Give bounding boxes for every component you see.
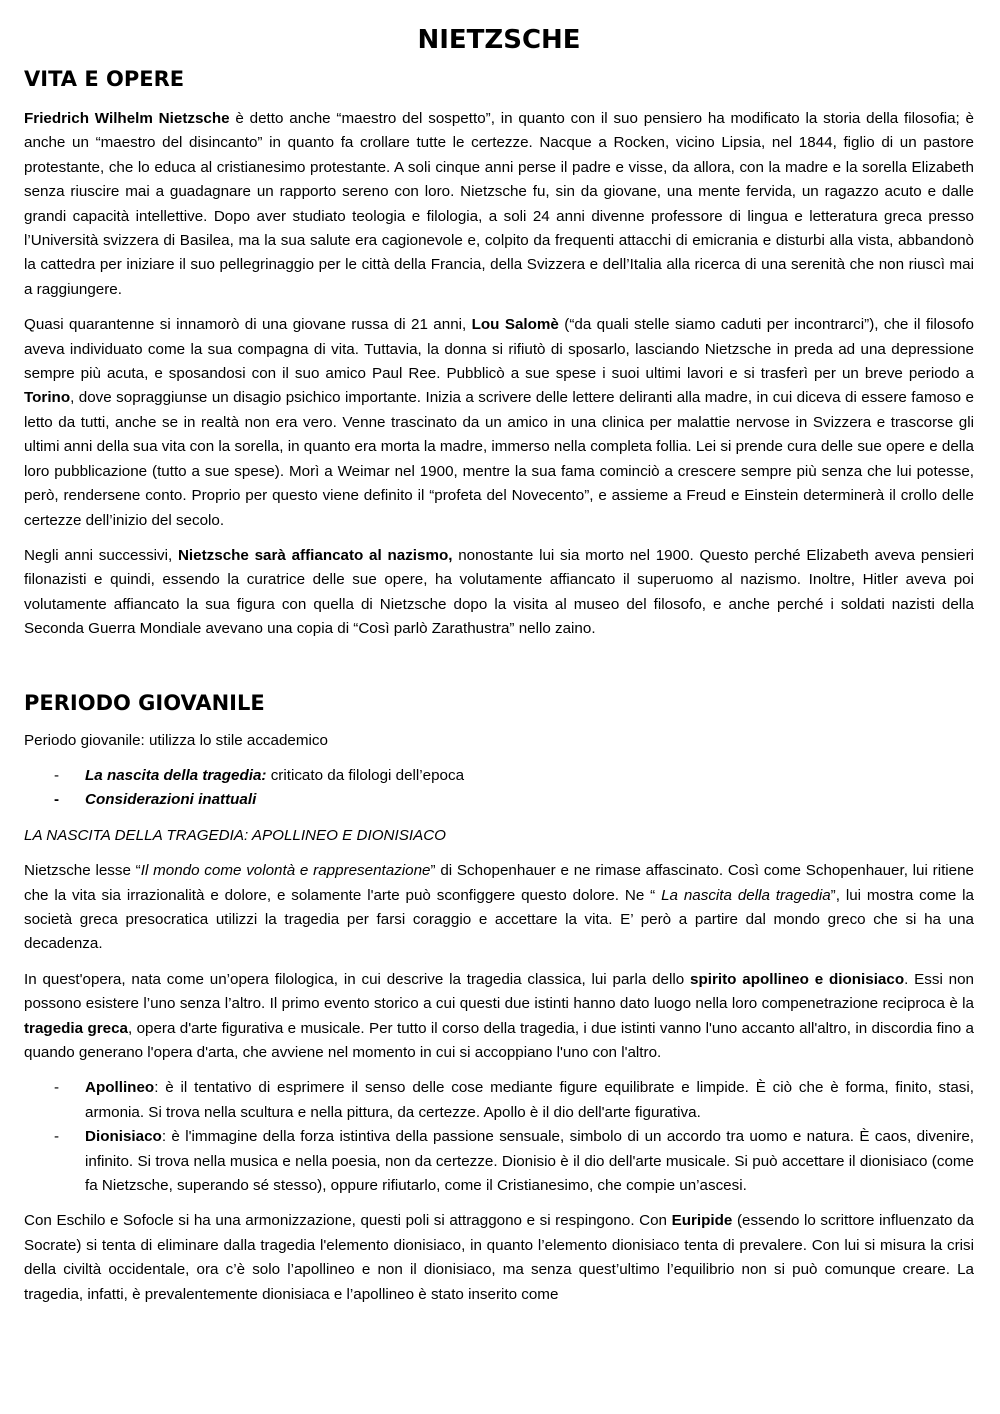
paragraph-text: (“da quali stelle siamo caduti per incontrarci”), che il filosofo aveva individuato come la sua compagna di vita. Tuttavia, la donna si rifiutò di sposarlo, lasciando Nietzsche in preda ad una depressione sempre più acuta, e sposandosi con il suo amico Paul Ree. Pubblicò a sue spese i suoi ultimi lavori e si trasferì per un breve periodo a (24, 316, 974, 383)
term-apollineo: Apollineo (85, 1079, 155, 1097)
bold-nazismo: Nietzsche sarà affiancato al nazismo, (177, 546, 453, 564)
paragraph-text: ”, lui mostra come la società greca presocratica utilizzi la tragedia per farsi coraggio e accettare la vita. E’ però a partire dal mondo greco che si ha una decadenza. (24, 886, 974, 953)
term-dionisiaco: Dionisiaco (85, 1128, 162, 1146)
paragraph-text: In quest'opera, nata come un’opera filologica, in cui descrive la tragedia classica, lui parla dello (24, 970, 691, 988)
bold-lou-salome: Lou Salomè (471, 316, 559, 334)
bold-name: Friedrich Wilhelm Nietzsche (24, 110, 230, 127)
bold-spirito: spirito apollineo e dionisiaco (690, 970, 905, 988)
list-item-text: criticato da filologi dell’epoca (266, 766, 465, 784)
paragraph-text: Quasi quarantenne si innamorò di una giovane russa di 21 anni, (24, 316, 472, 334)
paragraph-periodo-intro: Periodo giovanile: utilizza lo stile accademico (24, 731, 328, 749)
dash-marker: - (54, 766, 60, 784)
paragraph-text: Nietzsche lesse “ (24, 862, 141, 880)
dash-marker: - (54, 1079, 60, 1097)
paragraph-text: nonostante lui sia morto nel 1900. Questo perché Elizabeth aveva pensieri filonazisti e quindi, essendo la curatrice delle sue opere, ha volutamente affiancato il superuomo al nazismo. Inoltre, Hitler aveva poi volutamente affiancato la sua figura con quella di Nietzsche dopo la visita al museo del filosofo, e anche perché i soldati nazisti della Seconda Guerra Mondiale avevano una copia di “Così parlò Zarathustra” nello zaino. (24, 546, 975, 638)
bold-torino: Torino (24, 389, 71, 407)
work-title: La nascita della tragedia: (85, 766, 267, 784)
works-list (24, 764, 974, 813)
list-item (24, 788, 974, 812)
heading-periodo-giovanile: PERIODO GIOVANILE (24, 690, 265, 715)
dash-marker: - (54, 791, 60, 809)
paragraph-vita-2 (24, 313, 974, 533)
paragraph-text: è detto anche “maestro del sospetto”, in quanto con il suo pensiero ha modificato la storia della filosofia; è anche un “maestro del disincanto” in quanto fa crollare tutte le certezze. Nacque a Rocken, vicino Lipsia, nel 1844, figlio di un pastore protestante, che lo educa al cristianesimo protestante. A soli cinque anni perse il padre e visse, da allora, con la madre e la sorella Elizabeth senza riuscire mai a guadagnare un rapporto sereno con loro. Nietzsche fu, sin da giovane, una mente fervida, un ragazzo acuto e dalle grandi capacità intellettive. Dopo aver studiato teologia e filologia, a soli 24 anni divenne professore di lingua e letteratura greca presso l’Università svizzera di Basilea, ma la sua salute era cagionevole e, colpito da frequenti attacchi di emicrania e disturbi alla vista, abbandonò la cattedra per iniziare il suo pellegrinaggio per le città della Francia, della Svizzera e dell’Italia alla ricerca di una serenità che non riuscì mai a raggiungere. (24, 110, 974, 298)
dash-marker: - (54, 1128, 60, 1146)
paragraph-text: Negli anni successivi, (24, 546, 178, 564)
page-title: NIETZSCHE (417, 25, 581, 55)
paragraph-euripide (24, 1209, 974, 1307)
paragraph-vita-1 (24, 107, 974, 302)
document-page (24, 20, 974, 1307)
paragraph-text: Con Eschilo e Sofocle si ha una armonizzazione, questi poli si attraggono e si respingono. Con (24, 1212, 672, 1230)
bold-euripide: Euripide (671, 1212, 733, 1230)
list-item-text: : è il tentativo di esprimere il senso delle cose mediante figure equilibrate e limpide. È ciò che è forma, finito, stasi, armonia. Si trova nella scultura e nella pittura, da certezze. Apollo è il dio dell'arte figurativa. (85, 1079, 974, 1121)
list-item-text: : è l'immagine della forza istintiva della passione sensuale, simbolo di un accordo tra uomo e natura. È caos, divenire, infinito. Si trova nella musica e nella poesia, non da certezze. Dionisio è il dio dell'arte musicale. Si può accettare il dionisiaco (come fa Nietzsche, superando sé stesso), oppure rifiutarlo, come il Cristianesimo, che compie un’ascesi. (85, 1128, 974, 1195)
italic-title: La nascita della tragedia (661, 886, 831, 904)
paragraph-vita-3 (24, 544, 974, 642)
list-item (24, 764, 974, 788)
paragraph-text: ” di Schopenhauer e ne rimase affascinato. Così come Schopenhauer, lui ritiene che la vita sia irrazionalità e dolore, e solamente l'arte può sconfiggere questo dolore. Ne “ (24, 862, 975, 904)
work-title: Considerazioni inattuali (85, 791, 257, 809)
paragraph-text: , opera d'arte figurativa e musicale. Per tutto il corso della tragedia, i due istinti vanno l'uno accanto all'altro, in discordia fino a quando generano l'opera d'arta, che avviene nel momento in cui si accoppiano l'uno con l'altro. (24, 1019, 974, 1061)
list-item-dionisiaco (24, 1125, 974, 1198)
heading-vita-e-opere: VITA E OPERE (24, 67, 185, 91)
paragraph-schopenhauer (24, 859, 974, 957)
paragraph-text: . Essi non possono esistere l’uno senza l’altro. Il primo evento storico a cui questi due istinti hanno dato luogo nella loro compenetrazione reciproca è la (24, 970, 975, 1013)
paragraph-apollineo-dionisiaco (24, 968, 974, 1066)
paragraph-text: (essendo lo scrittore influenzato da Socrate) si tenta di eliminare dalla tragedia l'elemento dionisiaco, in quanto l’elemento dionisiaco tenta di prevalere. Con lui si misura la crisi della civiltà occidentale, ora c’è solo l’apollineo e non il dionisiaco, ma senza quest’ultimo l’equilibrio non si può comunque creare. La tragedia, infatti, è prevalentemente dionisiaca e l’apollineo è stato inserito come (24, 1212, 974, 1303)
bold-tragedia-greca: tragedia greca (24, 1019, 128, 1037)
list-item-apollineo (24, 1076, 974, 1125)
italic-title: Il mondo come volontà e rappresentazione (140, 862, 431, 880)
paragraph-text: , dove sopraggiunse un disagio psichico importante. Inizia a scrivere delle lettere deliranti alla madre, in cui diceva di essere famoso e letto da tutti, anche se in realtà non era vero. Venne trascinato da un amico in una clinica per malattie nervose in Svizzera e trascorse gli ultimi anni della sua vita con la sorella, in quanto era morta la madre, immerso nella completa follia. Lei si prende cura delle sue opere e della loro pubblicazione (tutto a sue spese). Morì a Weimar nel 1900, mentre la sua fama cominciò a crescere sempre più senza che lui potesse, però, rendersene conto. Proprio per questo viene definito il “profeta del Novecento”, e assieme a Freud e Einstein determinerà il crollo delle certezze dell’inizio del secolo. (24, 389, 974, 529)
subheading-nascita-tragedia: LA NASCITA DELLA TRAGEDIA: APOLLINEO E DIONISIACO (24, 826, 446, 844)
concepts-list (24, 1076, 974, 1198)
